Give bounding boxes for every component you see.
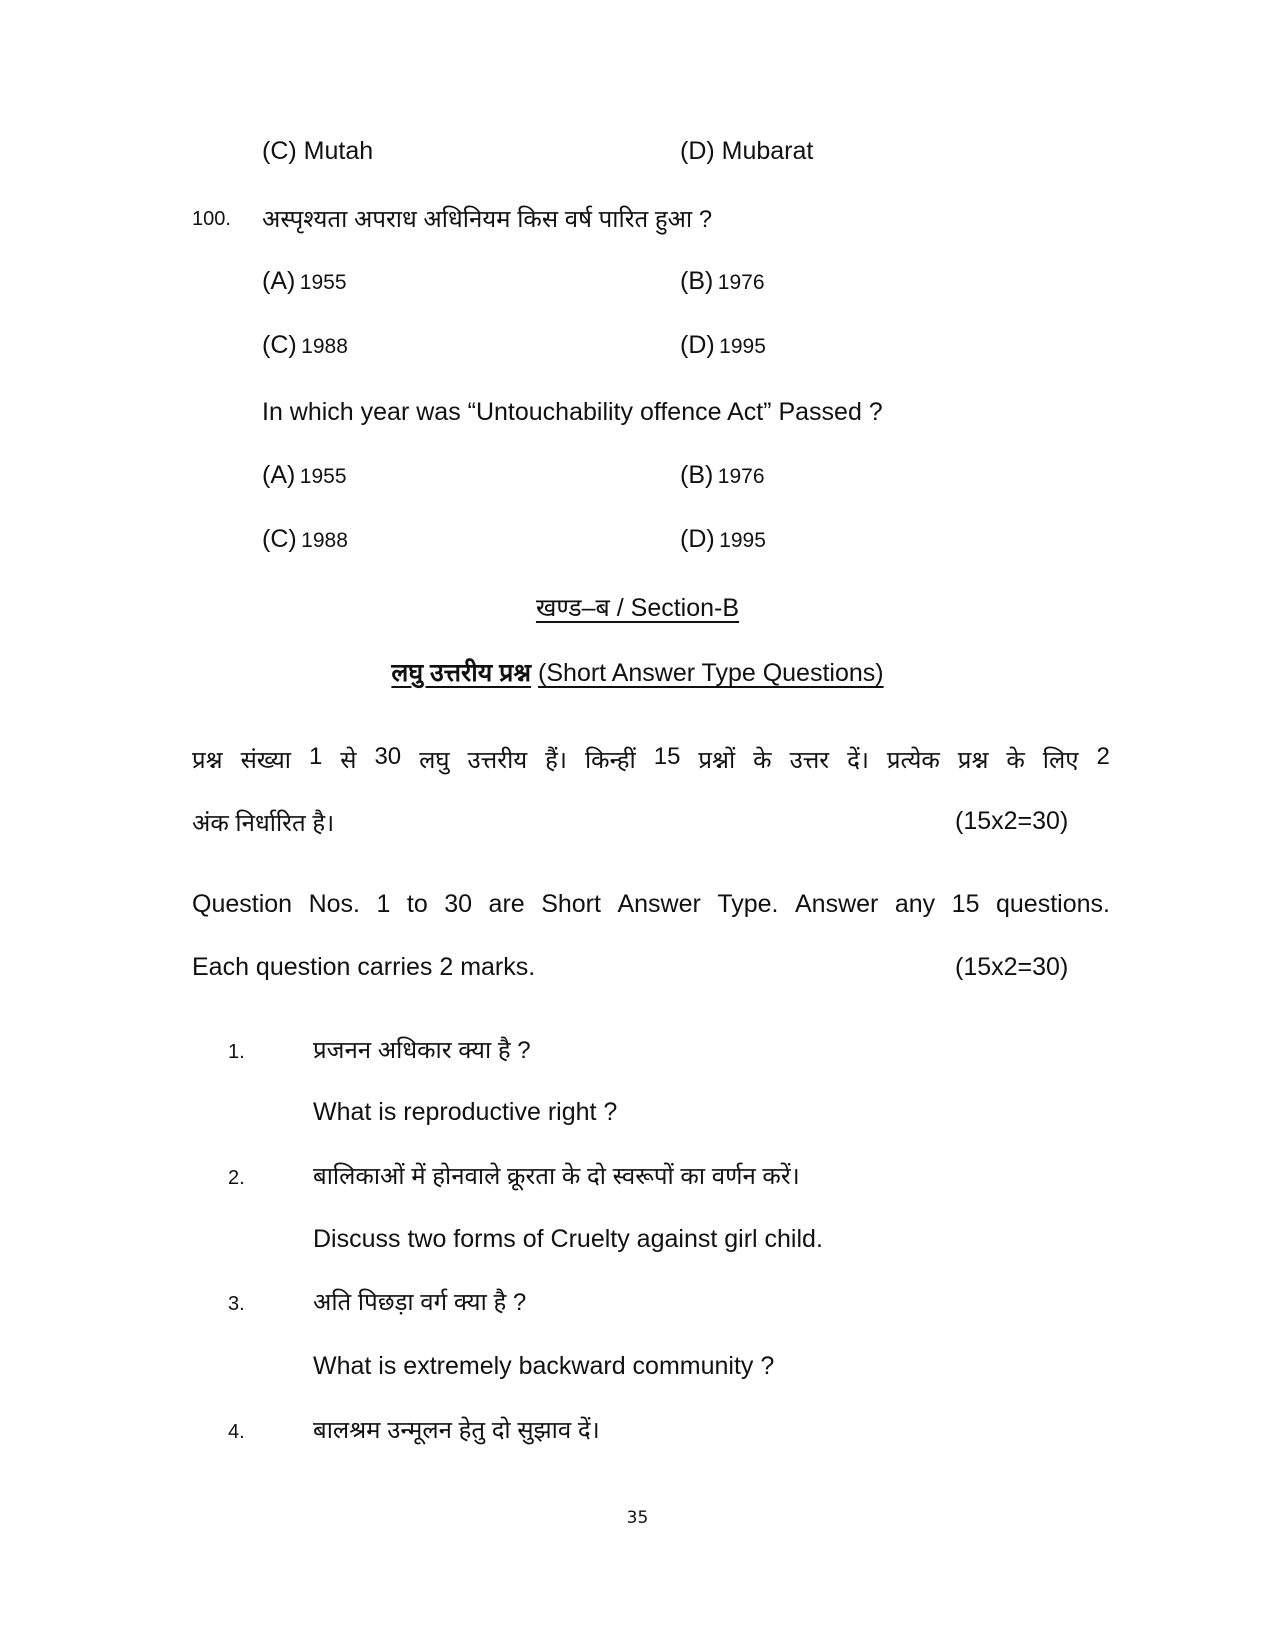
instructions-hindi-word: संख्या [240, 747, 291, 774]
instructions-english-word: are [488, 890, 525, 918]
question-2-english: Discuss two forms of Cruelty against girl child. [313, 1225, 823, 1253]
instructions-hindi-word: उत्तरीय [467, 747, 528, 774]
question-2-hindi: बालिकाओं में होनवाले क्रूरता के दो स्वरूपों का वर्णन करें। [313, 1163, 800, 1190]
option-label: (C) [262, 525, 297, 553]
instructions-english-word: 1 [376, 890, 391, 918]
option-label: (B) [680, 267, 714, 295]
option-label: (C) [262, 331, 297, 359]
option-label: (D) [680, 525, 715, 553]
question-1-number: 1. [228, 1041, 245, 1063]
option-value: 1995 [719, 335, 766, 358]
section-subheading [0, 655, 1275, 689]
question-3-hindi: अति पिछड़ा वर्ग क्या है ? [313, 1289, 527, 1316]
q100-english-option-c [262, 525, 348, 554]
question-1-hindi: प्रजनन अधिकार क्या है ? [313, 1037, 531, 1064]
marks-english: (15x2=30) [955, 953, 1069, 981]
option-value: 1955 [299, 465, 347, 488]
instructions-english-word: Answer [794, 890, 879, 918]
marks-hindi: (15x2=30) [955, 807, 1069, 835]
question-2-number: 2. [228, 1167, 245, 1189]
question-3-number: 3. [228, 1293, 245, 1315]
instructions-english-word: questions. [995, 890, 1110, 918]
instructions-hindi-line-1 [192, 743, 1110, 776]
instructions-english-line-1 [192, 890, 1110, 919]
instructions-hindi-word: दें। [847, 747, 869, 774]
instructions-hindi-word: उत्तर [789, 747, 830, 774]
instructions-hindi-word: 15 [653, 743, 681, 770]
option-label: (A) [262, 267, 296, 295]
instructions-hindi-word: के [1006, 747, 1025, 774]
instructions-english-word: Question [192, 890, 293, 918]
instructions-hindi-word: के [753, 747, 772, 774]
instructions-english-word: to [406, 890, 428, 918]
instructions-hindi-word: प्रश्न [957, 747, 989, 774]
option-value: 1976 [717, 465, 765, 488]
q100-hindi-option-a [262, 267, 347, 296]
instructions-hindi-word: से [340, 747, 357, 774]
instructions-hindi-word: 2 [1096, 743, 1110, 770]
instructions-english-word: 15 [951, 890, 980, 918]
instructions-english-word: Type. [717, 890, 779, 918]
option-label: (B) [680, 461, 714, 489]
instructions-hindi-word: 30 [374, 743, 402, 770]
q100-hindi-question: अस्पृश्यता अपराध अधिनियम किस वर्ष पारित हुआ ? [262, 206, 713, 233]
instructions-english-word: Answer [617, 890, 701, 918]
instructions-english-word: 30 [444, 890, 473, 918]
option-value: 1988 [301, 335, 348, 358]
instructions-hindi-word: 1 [308, 743, 323, 770]
instructions-english-word: Nos. [308, 890, 360, 918]
q100-number: 100. [192, 208, 231, 230]
q100-hindi-option-c [262, 331, 348, 360]
q100-hindi-option-d [680, 331, 766, 360]
instructions-english-word: Short [541, 890, 601, 918]
instructions-hindi-line-2: अंक निर्धारित है। [192, 810, 335, 837]
section-heading-text: खण्ड–ब / Section-B [535, 594, 740, 622]
q100-english-option-b [680, 461, 765, 490]
q100-english-option-a [262, 461, 347, 490]
question-3-english: What is extremely backward community ? [313, 1352, 775, 1380]
section-heading [0, 590, 1275, 624]
section-subheading-hindi: लघु उत्तरीय प्रश्न [391, 659, 532, 687]
instructions-hindi-word: लघु [419, 747, 450, 774]
instructions-english-word: any [894, 890, 936, 918]
q99-option-d: (D) Mubarat [680, 137, 814, 165]
q100-english-option-d [680, 525, 766, 554]
q99-option-c: (C) Mutah [262, 137, 374, 165]
question-4-number: 4. [228, 1421, 245, 1443]
option-value: 1988 [301, 529, 348, 552]
instructions-hindi-word: प्रत्येक [886, 747, 940, 774]
question-1-english: What is reproductive right ? [313, 1098, 618, 1126]
option-value: 1976 [717, 271, 765, 294]
instructions-hindi-word: हैं। [545, 747, 568, 774]
q100-hindi-option-b [680, 267, 765, 296]
section-subheading-english: (Short Answer Type Questions) [538, 659, 884, 687]
instructions-hindi-word: लिए [1042, 747, 1079, 774]
option-value: 1995 [719, 529, 766, 552]
instructions-hindi-word: प्रश्नों [698, 747, 736, 774]
instructions-hindi-word: प्रश्न [192, 747, 223, 774]
instructions-english-line-2: Each question carries 2 marks. [192, 953, 536, 981]
page-number: 35 [626, 1508, 649, 1528]
q100-english-question: In which year was “Untouchability offence Act” Passed ? [262, 398, 883, 426]
question-4-hindi: बालश्रम उन्मूलन हेतु दो सुझाव दें। [313, 1417, 600, 1444]
instructions-hindi-word: किन्हीं [584, 747, 636, 774]
option-value: 1955 [299, 271, 347, 294]
option-label: (D) [680, 331, 715, 359]
option-label: (A) [262, 461, 296, 489]
